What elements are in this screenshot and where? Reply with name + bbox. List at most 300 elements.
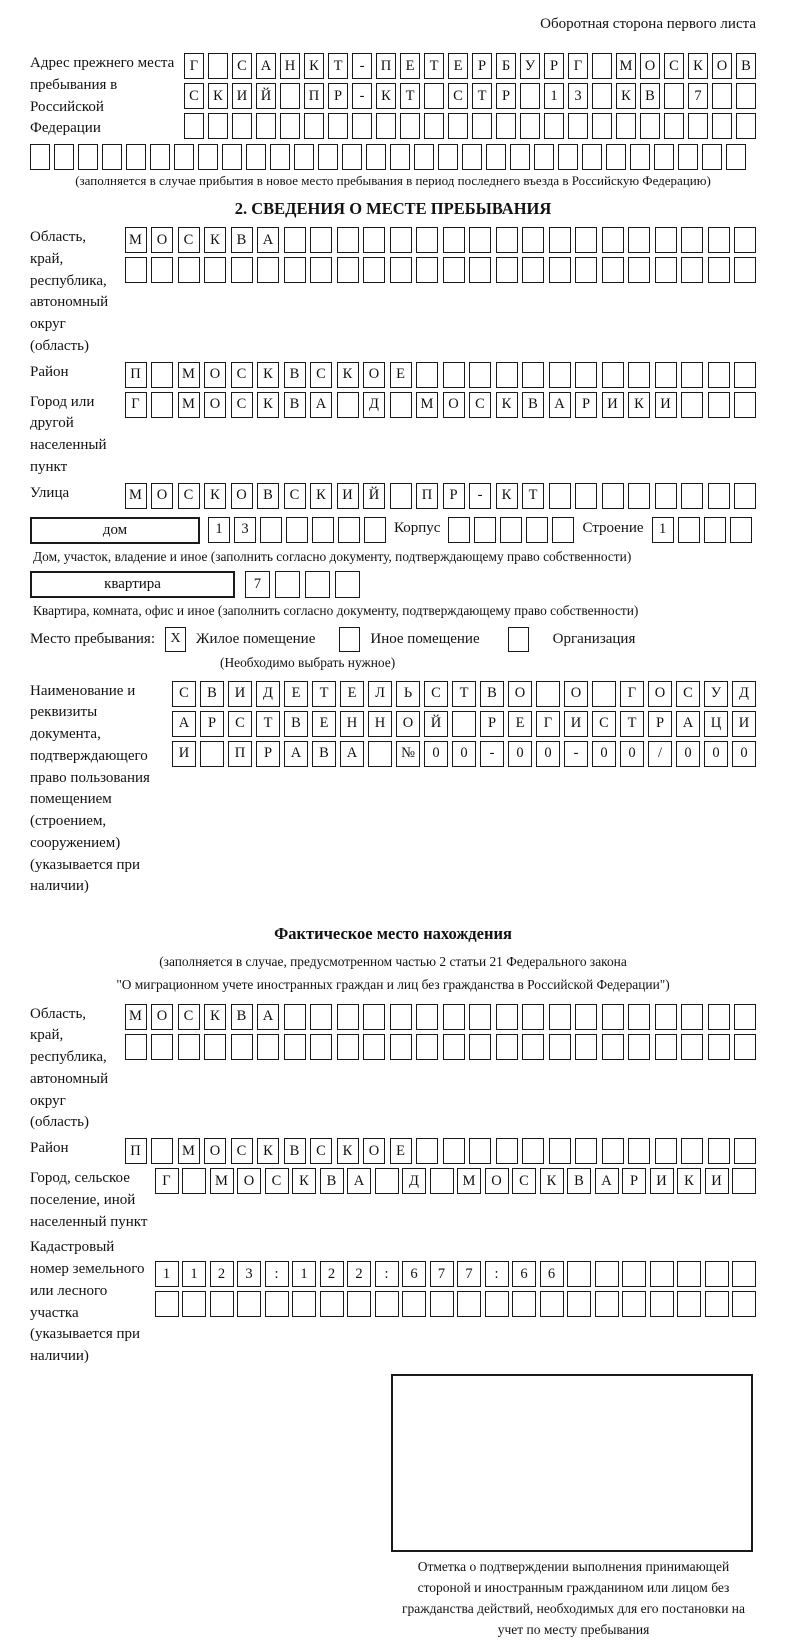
- char-cell[interactable]: [664, 83, 684, 109]
- char-cell[interactable]: А: [347, 1168, 371, 1194]
- char-cell[interactable]: [628, 1034, 650, 1060]
- char-cell[interactable]: [286, 517, 308, 543]
- char-cell[interactable]: В: [522, 392, 544, 418]
- char-cell[interactable]: [592, 681, 616, 707]
- char-cell[interactable]: [416, 1138, 438, 1164]
- char-cell[interactable]: [390, 1034, 412, 1060]
- char-cell[interactable]: 0: [704, 741, 728, 767]
- char-cell[interactable]: О: [151, 227, 173, 253]
- char-cell[interactable]: [549, 1138, 571, 1164]
- char-cell[interactable]: [496, 257, 518, 283]
- char-cell[interactable]: [402, 1291, 426, 1317]
- char-cell[interactable]: -: [352, 83, 372, 109]
- char-cell[interactable]: О: [231, 483, 253, 509]
- char-cell[interactable]: В: [640, 83, 660, 109]
- char-cell[interactable]: Г: [125, 392, 147, 418]
- char-cell[interactable]: [424, 113, 444, 139]
- char-cell[interactable]: [310, 257, 332, 283]
- char-cell[interactable]: М: [125, 1004, 147, 1030]
- char-cell[interactable]: [522, 1004, 544, 1030]
- char-cell[interactable]: О: [204, 392, 226, 418]
- char-cell[interactable]: С: [664, 53, 684, 79]
- char-cell[interactable]: А: [172, 711, 196, 737]
- char-cell[interactable]: А: [256, 53, 276, 79]
- char-cell[interactable]: [712, 83, 732, 109]
- char-cell[interactable]: Т: [620, 711, 644, 737]
- char-cell[interactable]: П: [376, 53, 396, 79]
- char-cell[interactable]: К: [688, 53, 708, 79]
- checkbox-organization[interactable]: [508, 627, 529, 652]
- char-cell[interactable]: Л: [368, 681, 392, 707]
- char-cell[interactable]: В: [200, 681, 224, 707]
- char-cell[interactable]: С: [231, 362, 253, 388]
- char-cell[interactable]: В: [257, 483, 279, 509]
- char-cell[interactable]: [208, 113, 228, 139]
- char-cell[interactable]: Т: [522, 483, 544, 509]
- char-cell[interactable]: [414, 144, 434, 170]
- char-cell[interactable]: 1: [652, 517, 674, 543]
- char-cell[interactable]: В: [320, 1168, 344, 1194]
- char-cell[interactable]: [496, 362, 518, 388]
- char-cell[interactable]: [520, 83, 540, 109]
- char-cell[interactable]: В: [284, 392, 306, 418]
- char-cell[interactable]: [416, 227, 438, 253]
- char-cell[interactable]: [702, 144, 722, 170]
- char-cell[interactable]: [496, 1034, 518, 1060]
- char-cell[interactable]: [549, 1034, 571, 1060]
- char-cell[interactable]: У: [704, 681, 728, 707]
- char-cell[interactable]: 3: [237, 1261, 261, 1287]
- char-cell[interactable]: [558, 144, 578, 170]
- char-cell[interactable]: [284, 1004, 306, 1030]
- char-cell[interactable]: [510, 144, 530, 170]
- char-cell[interactable]: [352, 113, 372, 139]
- char-cell[interactable]: [520, 113, 540, 139]
- char-cell[interactable]: :: [375, 1261, 399, 1287]
- char-cell[interactable]: [544, 113, 564, 139]
- char-cell[interactable]: [443, 362, 465, 388]
- char-cell[interactable]: 6: [512, 1261, 536, 1287]
- char-cell[interactable]: И: [655, 392, 677, 418]
- char-cell[interactable]: Т: [312, 681, 336, 707]
- char-cell[interactable]: [200, 741, 224, 767]
- char-cell[interactable]: [704, 517, 726, 543]
- char-cell[interactable]: И: [564, 711, 588, 737]
- char-cell[interactable]: [486, 144, 506, 170]
- char-cell[interactable]: С: [265, 1168, 289, 1194]
- char-cell[interactable]: [448, 517, 470, 543]
- char-cell[interactable]: [602, 1138, 624, 1164]
- char-cell[interactable]: [366, 144, 386, 170]
- char-cell[interactable]: 0: [676, 741, 700, 767]
- char-cell[interactable]: [522, 1138, 544, 1164]
- char-cell[interactable]: 7: [430, 1261, 454, 1287]
- char-cell[interactable]: К: [496, 483, 518, 509]
- char-cell[interactable]: [363, 1034, 385, 1060]
- char-cell[interactable]: [30, 144, 50, 170]
- char-cell[interactable]: [222, 144, 242, 170]
- char-cell[interactable]: [462, 144, 482, 170]
- checkbox-other-premises[interactable]: [339, 627, 360, 652]
- char-cell[interactable]: О: [396, 711, 420, 737]
- char-cell[interactable]: [628, 227, 650, 253]
- char-cell[interactable]: [204, 1034, 226, 1060]
- char-cell[interactable]: О: [712, 53, 732, 79]
- house-box[interactable]: дом: [30, 517, 200, 544]
- char-cell[interactable]: [622, 1291, 646, 1317]
- char-cell[interactable]: [734, 1004, 756, 1030]
- char-cell[interactable]: [265, 1291, 289, 1317]
- char-cell[interactable]: 0: [620, 741, 644, 767]
- char-cell[interactable]: [364, 517, 386, 543]
- char-cell[interactable]: С: [228, 711, 252, 737]
- char-cell[interactable]: [654, 144, 674, 170]
- char-cell[interactable]: 0: [592, 741, 616, 767]
- char-cell[interactable]: :: [265, 1261, 289, 1287]
- char-cell[interactable]: [552, 517, 574, 543]
- char-cell[interactable]: К: [616, 83, 636, 109]
- char-cell[interactable]: [443, 227, 465, 253]
- char-cell[interactable]: [469, 1034, 491, 1060]
- char-cell[interactable]: [732, 1261, 756, 1287]
- char-cell[interactable]: К: [310, 483, 332, 509]
- char-cell[interactable]: С: [178, 1004, 200, 1030]
- char-cell[interactable]: [452, 711, 476, 737]
- char-cell[interactable]: Г: [184, 53, 204, 79]
- char-cell[interactable]: [705, 1291, 729, 1317]
- char-cell[interactable]: Г: [536, 711, 560, 737]
- char-cell[interactable]: [270, 144, 290, 170]
- char-cell[interactable]: Е: [508, 711, 532, 737]
- char-cell[interactable]: [602, 257, 624, 283]
- char-cell[interactable]: [522, 362, 544, 388]
- char-cell[interactable]: [443, 1034, 465, 1060]
- apartment-box[interactable]: квартира: [30, 571, 235, 598]
- char-cell[interactable]: [575, 1034, 597, 1060]
- char-cell[interactable]: [337, 227, 359, 253]
- char-cell[interactable]: [198, 144, 218, 170]
- char-cell[interactable]: [474, 517, 496, 543]
- char-cell[interactable]: Р: [480, 711, 504, 737]
- char-cell[interactable]: [424, 83, 444, 109]
- char-cell[interactable]: Т: [472, 83, 492, 109]
- char-cell[interactable]: [416, 362, 438, 388]
- char-cell[interactable]: [568, 113, 588, 139]
- char-cell[interactable]: В: [231, 227, 253, 253]
- char-cell[interactable]: [655, 1138, 677, 1164]
- char-cell[interactable]: [363, 257, 385, 283]
- char-cell[interactable]: [734, 483, 756, 509]
- char-cell[interactable]: [208, 53, 228, 79]
- char-cell[interactable]: [575, 227, 597, 253]
- char-cell[interactable]: [681, 483, 703, 509]
- char-cell[interactable]: [448, 113, 468, 139]
- char-cell[interactable]: Р: [622, 1168, 646, 1194]
- char-cell[interactable]: [681, 362, 703, 388]
- char-cell[interactable]: 7: [245, 571, 270, 598]
- char-cell[interactable]: [390, 392, 412, 418]
- char-cell[interactable]: 7: [457, 1261, 481, 1287]
- char-cell[interactable]: [318, 144, 338, 170]
- char-cell[interactable]: О: [363, 362, 385, 388]
- char-cell[interactable]: [575, 1004, 597, 1030]
- char-cell[interactable]: [628, 483, 650, 509]
- char-cell[interactable]: Т: [328, 53, 348, 79]
- char-cell[interactable]: [320, 1291, 344, 1317]
- char-cell[interactable]: [650, 1291, 674, 1317]
- char-cell[interactable]: 1: [182, 1261, 206, 1287]
- char-cell[interactable]: [592, 53, 612, 79]
- char-cell[interactable]: [708, 362, 730, 388]
- char-cell[interactable]: [526, 517, 548, 543]
- char-cell[interactable]: О: [363, 1138, 385, 1164]
- char-cell[interactable]: 2: [210, 1261, 234, 1287]
- char-cell[interactable]: Р: [256, 741, 280, 767]
- char-cell[interactable]: [232, 113, 252, 139]
- char-cell[interactable]: И: [650, 1168, 674, 1194]
- char-cell[interactable]: Р: [648, 711, 672, 737]
- char-cell[interactable]: Г: [620, 681, 644, 707]
- char-cell[interactable]: Р: [544, 53, 564, 79]
- char-cell[interactable]: [732, 1291, 756, 1317]
- char-cell[interactable]: 0: [452, 741, 476, 767]
- char-cell[interactable]: [151, 257, 173, 283]
- char-cell[interactable]: О: [485, 1168, 509, 1194]
- char-cell[interactable]: В: [284, 362, 306, 388]
- char-cell[interactable]: [655, 1004, 677, 1030]
- char-cell[interactable]: [705, 1261, 729, 1287]
- char-cell[interactable]: Б: [496, 53, 516, 79]
- char-cell[interactable]: [390, 257, 412, 283]
- char-cell[interactable]: М: [457, 1168, 481, 1194]
- char-cell[interactable]: [595, 1261, 619, 1287]
- char-cell[interactable]: [606, 144, 626, 170]
- char-cell[interactable]: 1: [544, 83, 564, 109]
- char-cell[interactable]: [231, 1034, 253, 1060]
- char-cell[interactable]: [708, 257, 730, 283]
- char-cell[interactable]: П: [125, 1138, 147, 1164]
- char-cell[interactable]: [125, 257, 147, 283]
- char-cell[interactable]: Е: [340, 681, 364, 707]
- char-cell[interactable]: [469, 362, 491, 388]
- char-cell[interactable]: К: [540, 1168, 564, 1194]
- char-cell[interactable]: Е: [400, 53, 420, 79]
- char-cell[interactable]: П: [416, 483, 438, 509]
- char-cell[interactable]: [592, 113, 612, 139]
- char-cell[interactable]: О: [204, 1138, 226, 1164]
- char-cell[interactable]: К: [376, 83, 396, 109]
- char-cell[interactable]: С: [172, 681, 196, 707]
- char-cell[interactable]: И: [602, 392, 624, 418]
- char-cell[interactable]: -: [352, 53, 372, 79]
- char-cell[interactable]: [78, 144, 98, 170]
- char-cell[interactable]: [178, 257, 200, 283]
- char-cell[interactable]: -: [469, 483, 491, 509]
- char-cell[interactable]: Т: [256, 711, 280, 737]
- char-cell[interactable]: [496, 1138, 518, 1164]
- char-cell[interactable]: И: [337, 483, 359, 509]
- char-cell[interactable]: Н: [340, 711, 364, 737]
- char-cell[interactable]: [337, 392, 359, 418]
- char-cell[interactable]: [472, 113, 492, 139]
- char-cell[interactable]: [496, 113, 516, 139]
- char-cell[interactable]: [294, 144, 314, 170]
- char-cell[interactable]: К: [292, 1168, 316, 1194]
- char-cell[interactable]: [734, 1138, 756, 1164]
- char-cell[interactable]: В: [284, 711, 308, 737]
- char-cell[interactable]: 1: [292, 1261, 316, 1287]
- char-cell[interactable]: А: [257, 1004, 279, 1030]
- char-cell[interactable]: Д: [732, 681, 756, 707]
- char-cell[interactable]: №: [396, 741, 420, 767]
- char-cell[interactable]: [280, 113, 300, 139]
- char-cell[interactable]: [237, 1291, 261, 1317]
- char-cell[interactable]: [496, 1004, 518, 1030]
- char-cell[interactable]: [726, 144, 746, 170]
- char-cell[interactable]: [602, 362, 624, 388]
- char-cell[interactable]: Е: [284, 681, 308, 707]
- char-cell[interactable]: [328, 113, 348, 139]
- char-cell[interactable]: [549, 362, 571, 388]
- char-cell[interactable]: Е: [390, 1138, 412, 1164]
- char-cell[interactable]: [575, 362, 597, 388]
- char-cell[interactable]: [184, 113, 204, 139]
- char-cell[interactable]: [182, 1291, 206, 1317]
- char-cell[interactable]: [567, 1261, 591, 1287]
- char-cell[interactable]: [678, 144, 698, 170]
- char-cell[interactable]: [443, 1138, 465, 1164]
- char-cell[interactable]: А: [310, 392, 332, 418]
- char-cell[interactable]: [204, 257, 226, 283]
- char-cell[interactable]: [522, 227, 544, 253]
- char-cell[interactable]: [708, 483, 730, 509]
- char-cell[interactable]: [151, 392, 173, 418]
- char-cell[interactable]: [592, 83, 612, 109]
- char-cell[interactable]: [616, 113, 636, 139]
- char-cell[interactable]: С: [424, 681, 448, 707]
- char-cell[interactable]: [602, 1034, 624, 1060]
- char-cell[interactable]: [681, 257, 703, 283]
- char-cell[interactable]: П: [125, 362, 147, 388]
- char-cell[interactable]: [522, 257, 544, 283]
- char-cell[interactable]: [677, 1291, 701, 1317]
- char-cell[interactable]: [304, 113, 324, 139]
- char-cell[interactable]: С: [676, 681, 700, 707]
- char-cell[interactable]: [284, 1034, 306, 1060]
- char-cell[interactable]: Й: [256, 83, 276, 109]
- char-cell[interactable]: [734, 1034, 756, 1060]
- char-cell[interactable]: Н: [280, 53, 300, 79]
- char-cell[interactable]: [457, 1291, 481, 1317]
- char-cell[interactable]: [688, 113, 708, 139]
- char-cell[interactable]: [438, 144, 458, 170]
- char-cell[interactable]: [678, 517, 700, 543]
- char-cell[interactable]: Е: [390, 362, 412, 388]
- char-cell[interactable]: [126, 144, 146, 170]
- char-cell[interactable]: [443, 257, 465, 283]
- char-cell[interactable]: К: [496, 392, 518, 418]
- char-cell[interactable]: [469, 257, 491, 283]
- char-cell[interactable]: [443, 1004, 465, 1030]
- char-cell[interactable]: Т: [452, 681, 476, 707]
- char-cell[interactable]: С: [178, 227, 200, 253]
- char-cell[interactable]: [174, 144, 194, 170]
- char-cell[interactable]: [500, 517, 522, 543]
- char-cell[interactable]: К: [257, 1138, 279, 1164]
- char-cell[interactable]: [363, 1004, 385, 1030]
- char-cell[interactable]: В: [231, 1004, 253, 1030]
- char-cell[interactable]: [335, 571, 360, 598]
- char-cell[interactable]: [512, 1291, 536, 1317]
- char-cell[interactable]: [549, 483, 571, 509]
- char-cell[interactable]: [284, 227, 306, 253]
- char-cell[interactable]: [400, 113, 420, 139]
- char-cell[interactable]: [730, 517, 752, 543]
- char-cell[interactable]: [375, 1168, 399, 1194]
- char-cell[interactable]: К: [204, 483, 226, 509]
- char-cell[interactable]: Ц: [704, 711, 728, 737]
- char-cell[interactable]: И: [172, 741, 196, 767]
- char-cell[interactable]: [246, 144, 266, 170]
- char-cell[interactable]: [151, 1138, 173, 1164]
- char-cell[interactable]: [536, 681, 560, 707]
- char-cell[interactable]: [337, 1004, 359, 1030]
- char-cell[interactable]: [708, 1138, 730, 1164]
- char-cell[interactable]: О: [151, 483, 173, 509]
- char-cell[interactable]: [736, 83, 756, 109]
- char-cell[interactable]: [469, 1138, 491, 1164]
- char-cell[interactable]: [280, 83, 300, 109]
- char-cell[interactable]: С: [448, 83, 468, 109]
- char-cell[interactable]: [732, 1168, 756, 1194]
- char-cell[interactable]: -: [564, 741, 588, 767]
- char-cell[interactable]: /: [648, 741, 672, 767]
- char-cell[interactable]: Т: [400, 83, 420, 109]
- char-cell[interactable]: [681, 1138, 703, 1164]
- char-cell[interactable]: Р: [328, 83, 348, 109]
- char-cell[interactable]: 6: [402, 1261, 426, 1287]
- char-cell[interactable]: [575, 483, 597, 509]
- char-cell[interactable]: [602, 483, 624, 509]
- char-cell[interactable]: С: [178, 483, 200, 509]
- char-cell[interactable]: О: [508, 681, 532, 707]
- char-cell[interactable]: 7: [688, 83, 708, 109]
- char-cell[interactable]: С: [232, 53, 252, 79]
- char-cell[interactable]: [734, 227, 756, 253]
- char-cell[interactable]: В: [284, 1138, 306, 1164]
- char-cell[interactable]: 0: [536, 741, 560, 767]
- char-cell[interactable]: А: [257, 227, 279, 253]
- char-cell[interactable]: С: [310, 1138, 332, 1164]
- char-cell[interactable]: [151, 1034, 173, 1060]
- char-cell[interactable]: А: [676, 711, 700, 737]
- char-cell[interactable]: [734, 392, 756, 418]
- char-cell[interactable]: М: [178, 362, 200, 388]
- char-cell[interactable]: Р: [472, 53, 492, 79]
- char-cell[interactable]: [469, 1004, 491, 1030]
- char-cell[interactable]: [734, 257, 756, 283]
- char-cell[interactable]: А: [549, 392, 571, 418]
- char-cell[interactable]: К: [257, 362, 279, 388]
- char-cell[interactable]: М: [125, 227, 147, 253]
- char-cell[interactable]: О: [443, 392, 465, 418]
- char-cell[interactable]: Р: [200, 711, 224, 737]
- char-cell[interactable]: 0: [424, 741, 448, 767]
- char-cell[interactable]: :: [485, 1261, 509, 1287]
- char-cell[interactable]: [522, 1034, 544, 1060]
- char-cell[interactable]: У: [520, 53, 540, 79]
- char-cell[interactable]: Г: [568, 53, 588, 79]
